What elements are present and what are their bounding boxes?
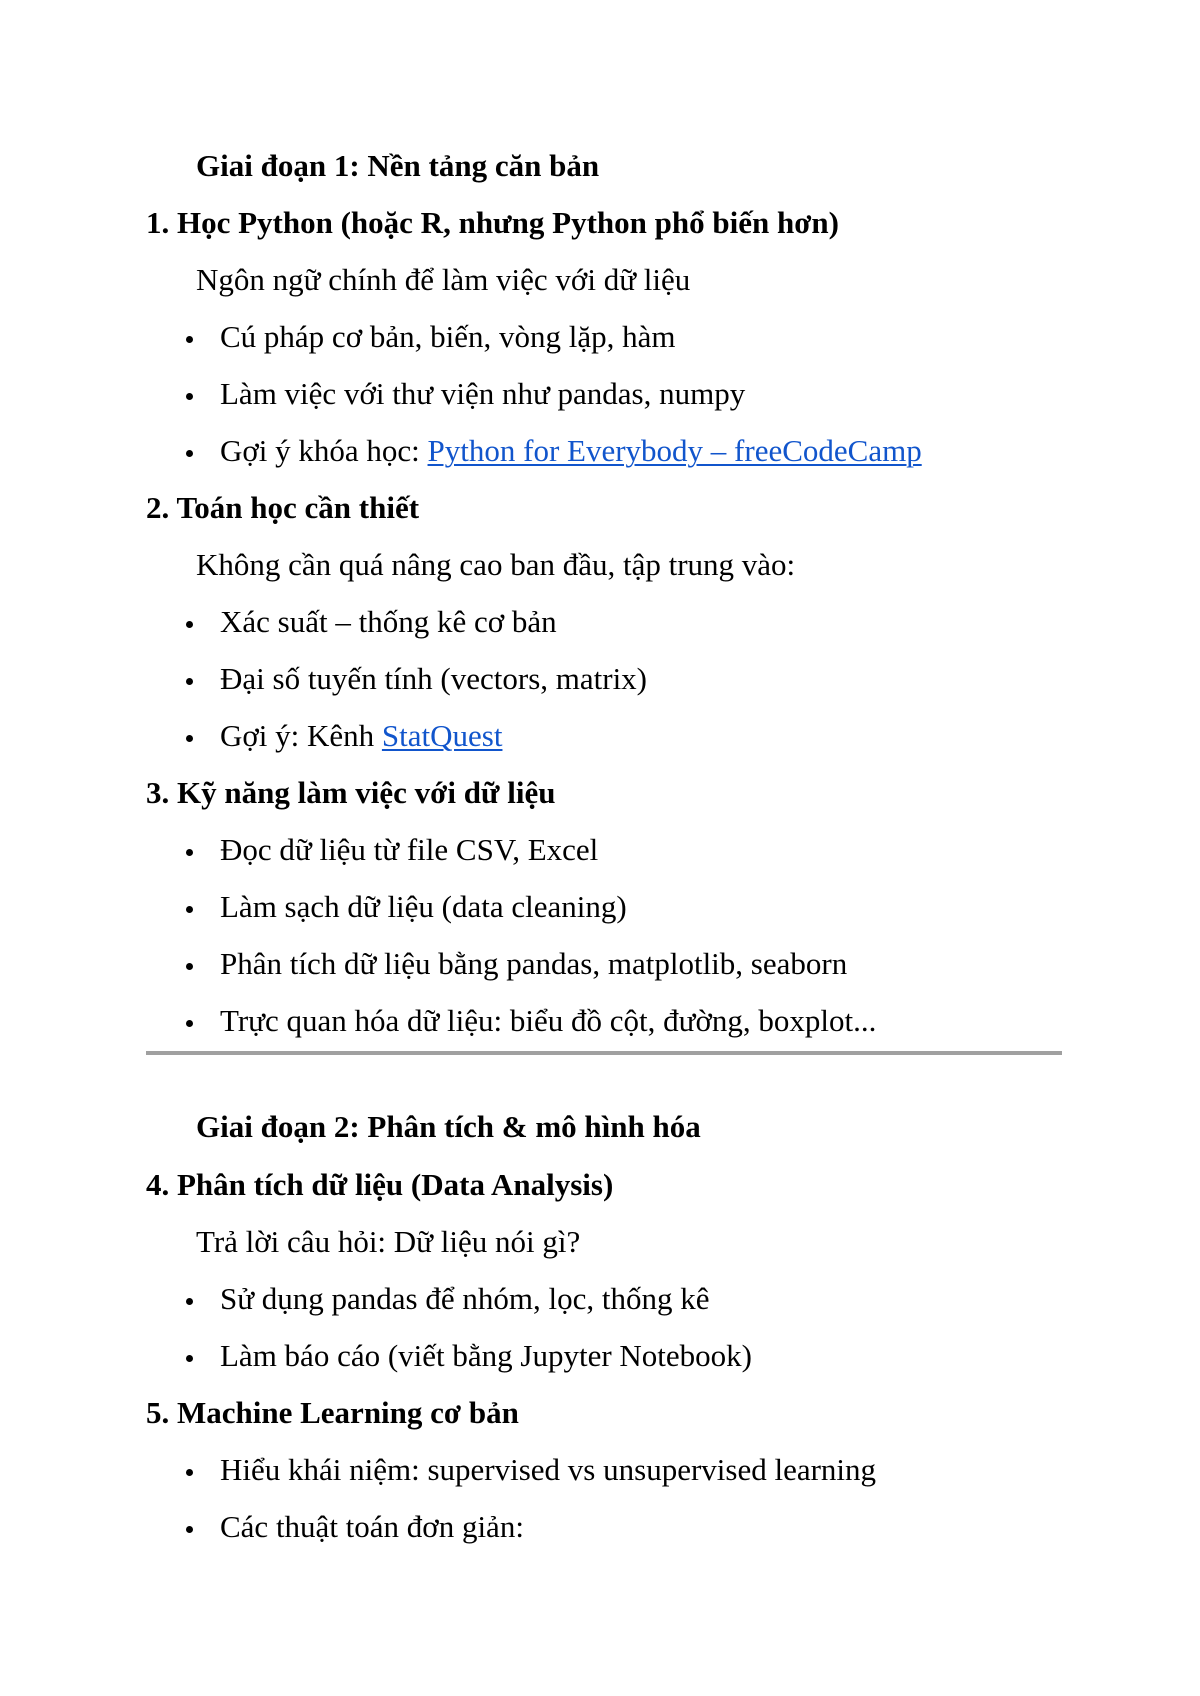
- section2-intro: Không cần quá nâng cao ban đầu, tập trung vào:: [196, 547, 796, 582]
- section4-bullet-2: Làm báo cáo (viết bằng Jupyter Notebook): [220, 1338, 752, 1373]
- bullet-icon: [186, 450, 193, 457]
- section2-bullet-2: Đại số tuyến tính (vectors, matrix): [220, 661, 648, 696]
- section5-heading: 5. Machine Learning cơ bản: [146, 1395, 519, 1430]
- bullet-icon: [186, 621, 193, 628]
- section3-bullet-2: Làm sạch dữ liệu (data cleaning): [220, 889, 627, 924]
- section4-heading: 4. Phân tích dữ liệu (Data Analysis): [146, 1167, 614, 1202]
- bullet-icon: [186, 336, 193, 343]
- section3-heading: 3. Kỹ năng làm việc với dữ liệu: [146, 775, 556, 810]
- bullet-icon: [186, 735, 193, 742]
- section1-suggestion-label: Gợi ý khóa học:: [220, 433, 428, 468]
- bullet-icon: [186, 1298, 193, 1305]
- bullet-icon: [186, 393, 193, 400]
- section3-bullet-1: Đọc dữ liệu từ file CSV, Excel: [220, 832, 599, 867]
- section1-suggestion: [220, 433, 922, 469]
- bullet-icon: [186, 678, 193, 685]
- statquest-link[interactable]: StatQuest: [381, 718, 503, 753]
- bullet-icon: [186, 906, 193, 913]
- section4-intro: Trả lời câu hỏi: Dữ liệu nói gì?: [196, 1224, 581, 1259]
- section1-bullet-1: Cú pháp cơ bản, biến, vòng lặp, hàm: [220, 319, 676, 354]
- bullet-icon: [186, 1469, 193, 1476]
- section5-bullet-1: Hiểu khái niệm: supervised vs unsupervised learning: [220, 1452, 877, 1487]
- bullet-icon: [186, 849, 193, 856]
- section1-heading: 1. Học Python (hoặc R, nhưng Python phổ biến hơn): [146, 205, 839, 240]
- section5-bullet-2: Các thuật toán đơn giản:: [220, 1509, 524, 1544]
- bullet-icon: [186, 1355, 193, 1362]
- section3-bullet-3: Phân tích dữ liệu bằng pandas, matplotlib, seaborn: [220, 946, 848, 981]
- section1-bullet-2: Làm việc với thư viện như pandas, numpy: [220, 376, 746, 411]
- horizontal-divider: [146, 1051, 1062, 1055]
- bullet-icon: [186, 1020, 193, 1027]
- bullet-icon: [186, 1526, 193, 1533]
- section1-intro: Ngôn ngữ chính để làm việc với dữ liệu: [196, 262, 691, 297]
- section3-bullet-4: Trực quan hóa dữ liệu: biểu đồ cột, đường, boxplot...: [220, 1003, 877, 1038]
- section2-heading: 2. Toán học cần thiết: [146, 490, 420, 525]
- section2-suggestion: [220, 718, 502, 754]
- bullet-icon: [186, 963, 193, 970]
- python-for-everybody-link[interactable]: Python for Everybody – freeCodeCamp: [427, 433, 922, 468]
- stage1-title: Giai đoạn 1: Nền tảng căn bản: [196, 148, 600, 183]
- stage2-title: Giai đoạn 2: Phân tích & mô hình hóa: [196, 1109, 701, 1144]
- section4-bullet-1: Sử dụng pandas để nhóm, lọc, thống kê: [220, 1281, 710, 1316]
- section2-bullet-1: Xác suất – thống kê cơ bản: [220, 604, 557, 639]
- section2-suggestion-label: Gợi ý: Kênh: [220, 718, 382, 753]
